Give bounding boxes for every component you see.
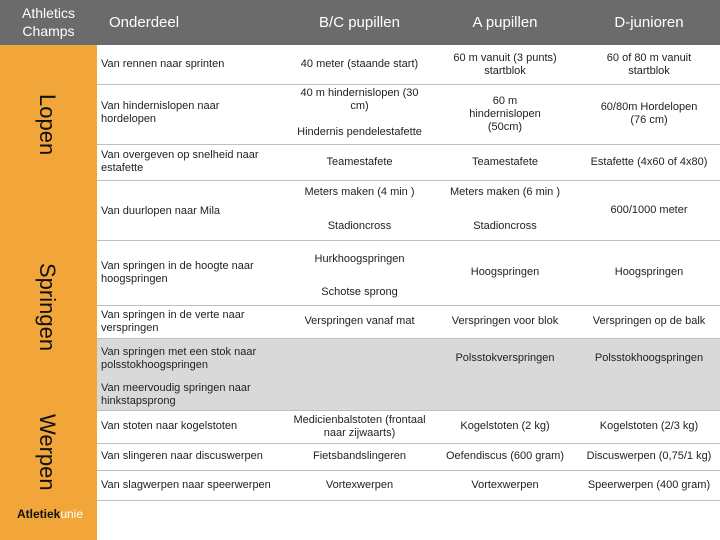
d-cell: Discuswerpen (0,75/1 kg): [586, 450, 712, 462]
a-cell: 60 m hindernislopen (50cm): [469, 94, 541, 133]
bc-cell: 40 meter (staande start): [300, 58, 419, 70]
page-title: [0, 0, 97, 45]
onderdeel-cell: Van springen met een stok naar polsstokhoogspringen: [101, 345, 257, 371]
d-cell: Kogelstoten (2/3 kg): [599, 420, 699, 432]
title-line-2: Champs: [22, 23, 75, 39]
d-cell: Estafette (4x60 of 4x80): [590, 155, 708, 168]
onderdeel-cell: Van duurlopen naar Mila: [101, 205, 221, 217]
bc-cell: Medicienbalstoten (frontaal naar zijwaarts): [293, 413, 426, 439]
a-cell: Kogelstoten (2 kg): [460, 420, 550, 432]
bc-cell: Verspringen vanaf mat: [304, 315, 415, 327]
d-cell: 60 of 80 m vanuit startblok: [606, 51, 692, 77]
bc-cell-top: 40 m hindernislopen (30 cm): [300, 87, 419, 112]
logo-bold-text: Atletiek: [16, 507, 61, 521]
a-cell: Oefendiscus (600 gram): [446, 450, 564, 462]
a-cell-bottom: Stadioncross: [473, 220, 537, 232]
a-cell: Teamestafete: [471, 155, 539, 168]
header-onderdeel: Onderdeel: [97, 0, 287, 45]
onderdeel-cell: Van stoten naar kogelstoten: [101, 420, 238, 432]
d-cell: Polsstokhoogspringen: [594, 352, 704, 364]
onderdeel-cell: Van slingeren naar discuswerpen: [101, 450, 263, 462]
d-cell: Verspringen op de balk: [592, 315, 706, 327]
onderdeel-cell: Van overgeven op snelheid naar estafette: [101, 149, 259, 174]
bc-cell-bottom: Hindernis pendelestafette: [297, 126, 422, 138]
a-cell-top: Meters maken (6 min ): [449, 186, 561, 198]
category-springen: Springen: [35, 263, 60, 352]
category-werpen: Werpen: [35, 414, 60, 491]
onderdeel-cell: Van meervoudig springen naar hinkstapsprong: [101, 381, 251, 407]
a-cell: Polsstokverspringen: [455, 352, 555, 364]
bc-cell-top: Meters maken (4 min ): [304, 186, 415, 198]
d-cell: Speerwerpen (400 gram): [587, 478, 711, 491]
category-lopen: Lopen: [35, 94, 60, 156]
d-cell: Hoogspringen: [614, 266, 684, 278]
row-separator: [97, 500, 720, 501]
a-cell: Verspringen voor blok: [451, 315, 559, 327]
a-cell: Hoogspringen: [470, 266, 540, 278]
onderdeel-cell: Van hindernislopen naar hordelopen: [101, 100, 220, 125]
onderdeel-cell: Van springen in de verte naar verspringen: [101, 308, 245, 334]
a-cell: 60 m vanuit (3 punts) startblok: [453, 51, 557, 77]
bc-cell: Fietsbandslingeren: [313, 450, 406, 462]
d-cell: 60/80m Hordelopen (76 cm): [600, 101, 698, 126]
bc-cell-top: Hurkhoogspringen: [314, 253, 405, 265]
logo-light-text: unie: [60, 507, 84, 521]
bc-cell: Vortexwerpen: [325, 478, 394, 491]
bc-cell-bottom: Stadioncross: [327, 220, 392, 232]
onderdeel-cell: Van slagwerpen naar speerwerpen: [101, 478, 271, 491]
d-cell: 600/1000 meter: [610, 203, 688, 216]
header-a-pupillen: A pupillen: [432, 0, 578, 45]
onderdeel-cell: Van rennen naar sprinten: [101, 58, 225, 70]
onderdeel-cell: Van springen in de hoogte naar hoogspringen: [101, 259, 254, 285]
a-cell: Vortexwerpen: [471, 478, 539, 491]
atletiekunie-logo: [8, 507, 92, 521]
header-bc-pupillen: B/C pupillen: [287, 0, 432, 45]
title-line-1: Athletics: [22, 5, 75, 21]
header-d-junioren: D-junioren: [578, 0, 720, 45]
bc-cell-bottom: Schotse sprong: [321, 286, 398, 298]
bc-cell: Teamestafete: [326, 155, 393, 168]
